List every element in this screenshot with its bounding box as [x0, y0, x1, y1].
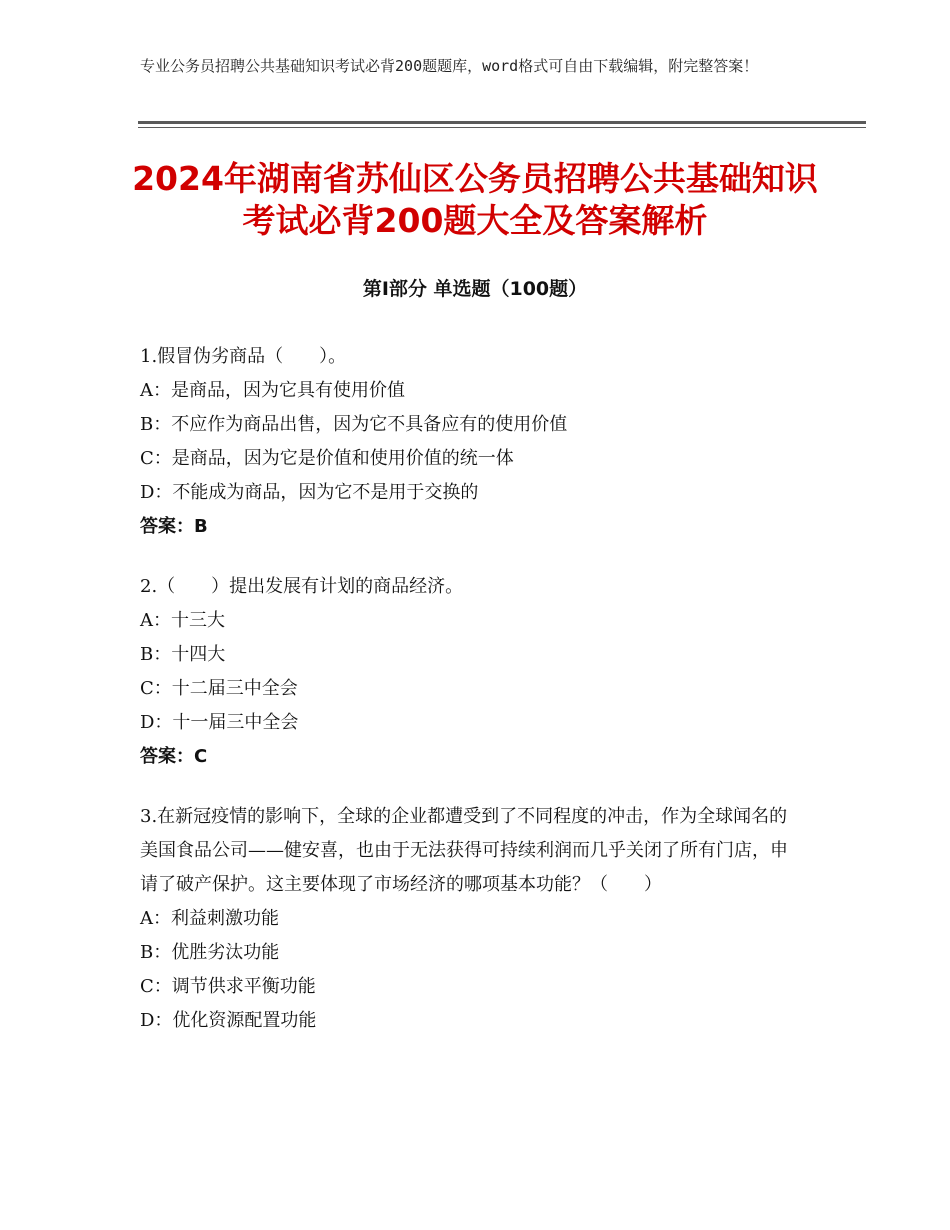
document-title: 2024年湖南省苏仙区公务员招聘公共基础知识考试必背200题大全及答案解析: [132, 159, 818, 240]
question-3: [140, 800, 805, 1038]
option-a: A：十三大: [140, 610, 225, 631]
option-b: B：优胜劣汰功能: [140, 942, 280, 963]
option-c: C：调节供求平衡功能: [140, 976, 316, 997]
question-list: [140, 340, 805, 1064]
question-stem: 3.在新冠疫情的影响下，全球的企业都遭受到了不同程度的冲击，作为全球闻名的美国食品公司——健安喜，也由于无法获得可持续利润而几乎关闭了所有门店，申请了破产保护。这主要体现了市场经济的哪项基本功能？（ ）: [140, 806, 788, 895]
option-b: B：不应作为商品出售，因为它不具备应有的使用价值: [140, 414, 568, 435]
option-b: B：十四大: [140, 644, 226, 665]
section-heading: 第Ⅰ部分 单选题（100题）: [362, 278, 588, 300]
question-1: [140, 340, 805, 544]
option-d: D：十一届三中全会: [140, 712, 299, 733]
option-c: C：十二届三中全会: [140, 678, 298, 699]
answer-line: 答案：B: [140, 516, 208, 537]
option-c: C：是商品，因为它是价值和使用价值的统一体: [140, 448, 514, 469]
question-stem: 1.假冒伪劣商品（ ）。: [140, 346, 347, 367]
header-divider-thick: [138, 121, 866, 124]
answer-line: 答案：C: [140, 746, 208, 767]
option-a: A：是商品，因为它具有使用价值: [140, 380, 405, 401]
header-note: 专业公务员招聘公共基础知识考试必背200题题库，word格式可自由下载编辑，附完整答案！: [140, 57, 759, 75]
option-d: D：优化资源配置功能: [140, 1010, 317, 1031]
question-stem: 2.（ ）提出发展有计划的商品经济。: [140, 576, 464, 597]
header-divider-thin: [138, 127, 866, 128]
question-2: [140, 570, 805, 774]
option-d: D：不能成为商品，因为它不是用于交换的: [140, 482, 479, 503]
option-a: A：利益刺激功能: [140, 908, 279, 929]
